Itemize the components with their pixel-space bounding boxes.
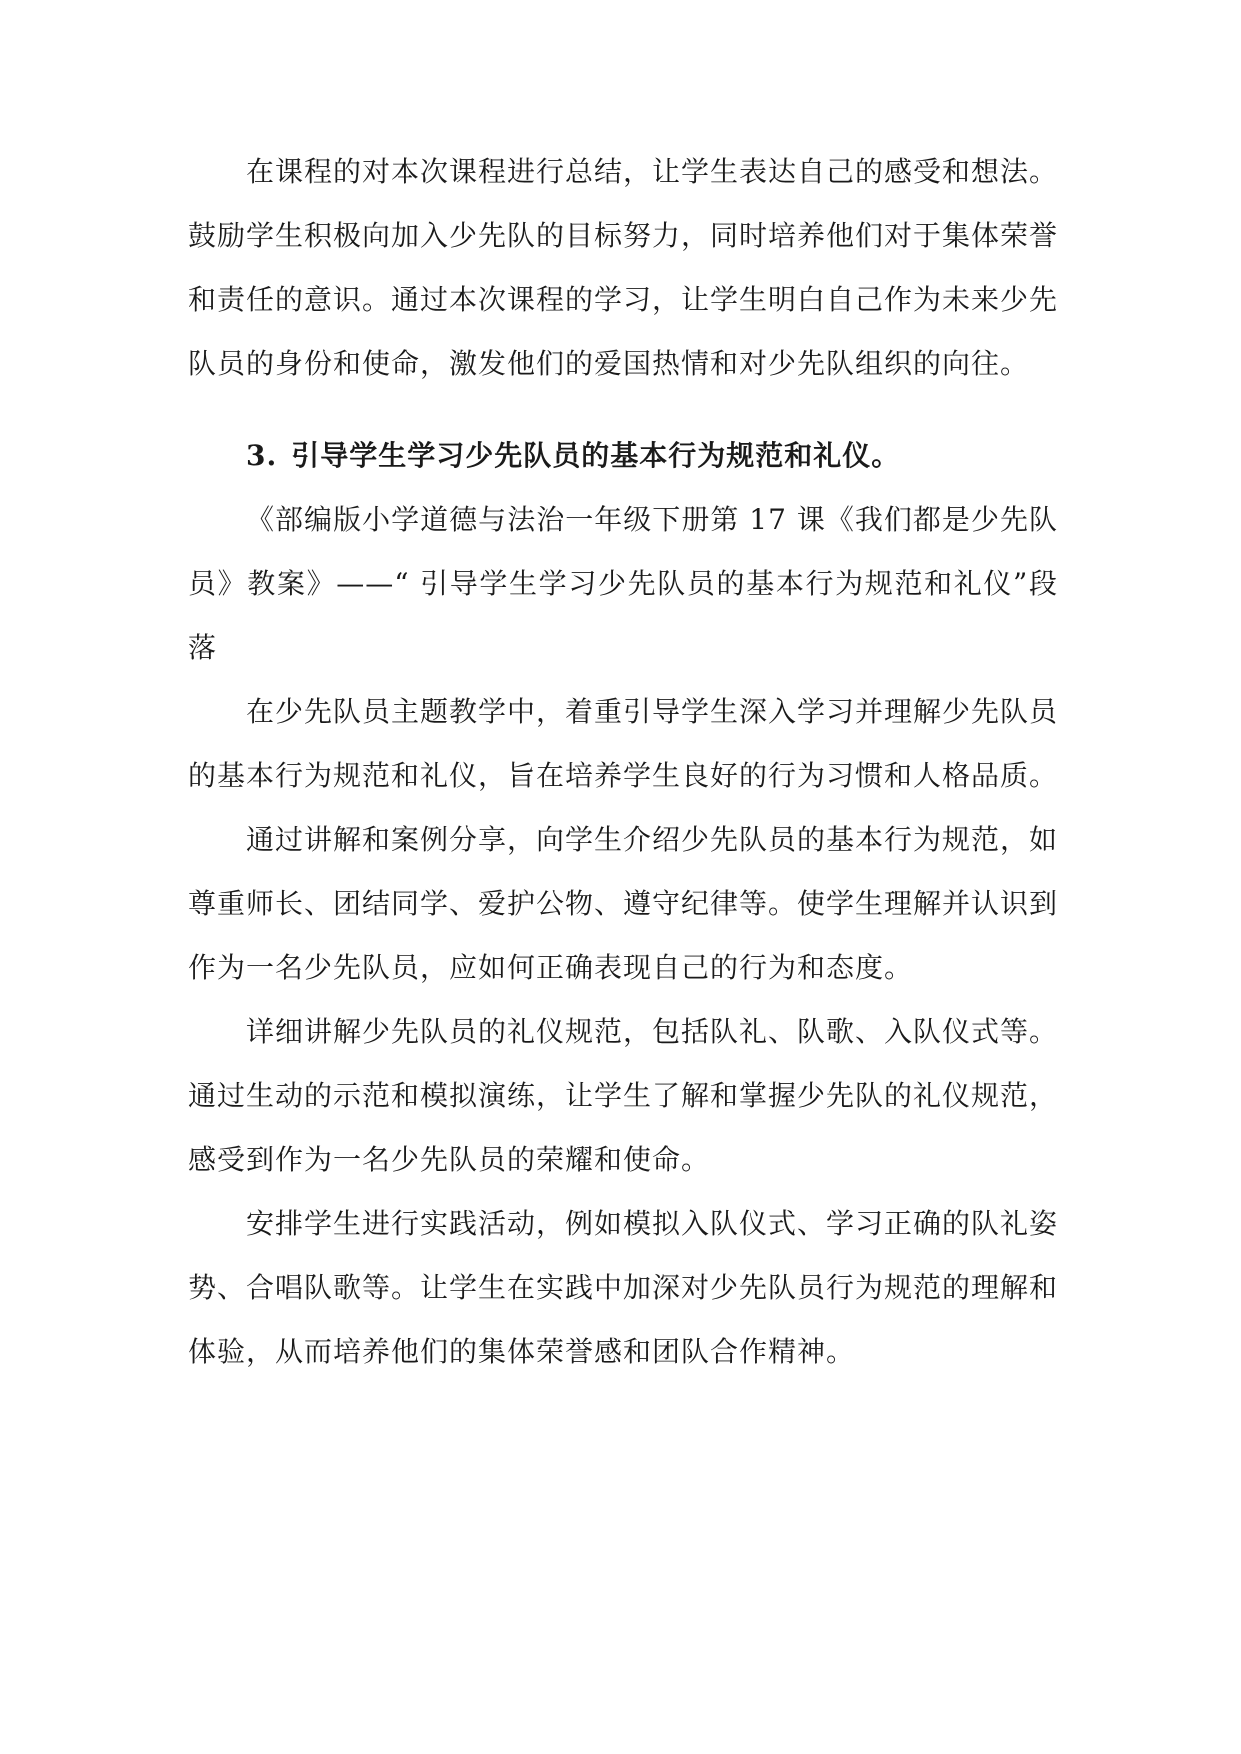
- paragraph-etiquette: 详细讲解少先队员的礼仪规范，包括队礼、队歌、入队仪式等。通过生动的示范和模拟演练，让学生了解和掌握少先队的礼仪规范，感受到作为一名少先队员的荣耀和使命。: [188, 1015, 1059, 1176]
- section-title: 引导学生学习少先队员的基本行为规范和礼仪。: [291, 439, 901, 472]
- document-page: [188, 140, 1058, 1384]
- paragraph-summary: 在课程的对本次课程进行总结，让学生表达自己的感受和想法。鼓励学生积极向加入少先队的目标努力，同时培养他们对于集体荣誉和责任的意识。通过本次课程的学习，让学生明白自己作为未来少先队员的身份和使命，激发他们的爱国热情和对少先队组织的向往。: [188, 155, 1059, 380]
- section-heading: [188, 424, 1058, 488]
- paragraph-practice: 安排学生进行实践活动，例如模拟入队仪式、学习正确的队礼姿势、合唱队歌等。让学生在实践中加深对少先队员行为规范的理解和体验，从而培养他们的集体荣誉感和团队合作精神。: [188, 1207, 1059, 1368]
- paragraph-intro: 在少先队员主题教学中，着重引导学生深入学习并理解少先队员的基本行为规范和礼仪，旨在培养学生良好的行为习惯和人格品质。: [188, 695, 1059, 792]
- paragraph-behavior-norms: 通过讲解和案例分享，向学生介绍少先队员的基本行为规范，如尊重师长、团结同学、爱护公物、遵守纪律等。使学生理解并认识到作为一名少先队员，应如何正确表现自己的行为和态度。: [188, 823, 1059, 984]
- paragraph-reference: 《部编版小学道德与法治一年级下册第 17 课《我们都是少先队员》教案》——“ 引导学生学习少先队员的基本行为规范和礼仪”段落: [188, 503, 1058, 664]
- section-number: 3.: [246, 439, 278, 472]
